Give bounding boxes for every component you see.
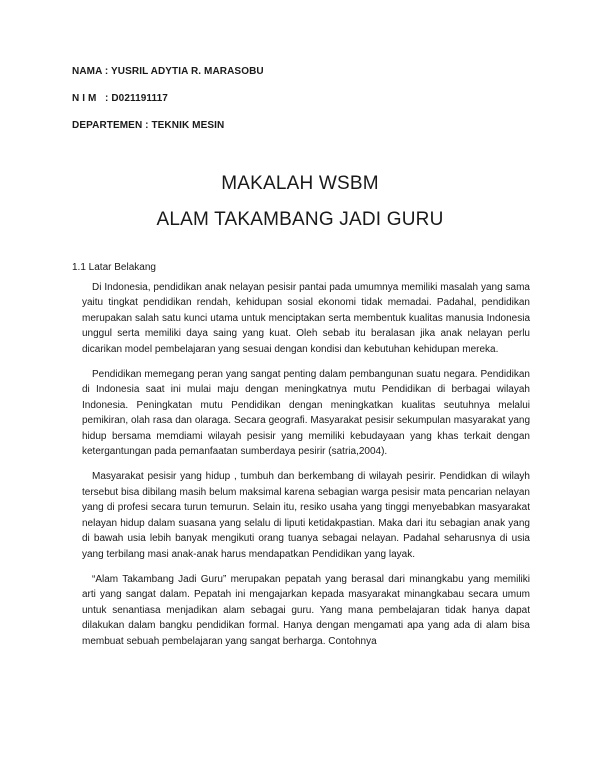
student-department: DEPARTEMEN : TEKNIK MESIN	[72, 120, 225, 131]
student-nim: N I M : D021191117	[72, 93, 168, 104]
paragraph: Masyarakat pesisir yang hidup , tumbuh dan berkembang di wilayah pesirir. Pendidkan di wilayh tersebut bisa dibilang masih belum maksimal karena sebagian warga pesisir mata pencarian nelayan yang di profesi secara turun temurun. Selain itu, resiko usaha yang tinggi menyebabkan masyarakat nelayan hidup dalam suasana yang selalu di liputi ketidakpastian. Maka dari itu sebagian anak yang di bawah usia lebih banyak mengikuti orang tuanya sebagai nelayan. Padahal seharusnya di usia yang terbilang masi anak-anak harus mendapatkan Pendidikan yang layak.	[82, 471, 530, 560]
paragraph: “Alam Takambang Jadi Guru” merupakan pepatah yang berasal dari minangkabu yang memiliki arti yang sangat dalam. Pepatah ini mengajarkan kepada masyarakat minangkabau secara umum untuk senantiasa menjadikan alam sebagai guru. Yang mana pembelajaran tidak hanya dapat dilakukan dalam bangku pendidikan formal. Hanya dengan mengamati apa yang ada di alam bisa membuat sebuah pembelajaran yang sangat berharga. Contohnya	[82, 573, 530, 647]
student-info	[72, 66, 264, 147]
title-line-2: ALAM TAKAMBANG JADI GURU	[156, 209, 444, 230]
student-name: NAMA : YUSRIL ADYTIA R. MARASOBU	[72, 66, 264, 77]
body-text	[82, 280, 530, 659]
title-line-1: MAKALAH WSBM	[221, 173, 379, 194]
paragraph: Pendidikan memegang peran yang sangat penting dalam pembangunan suatu negara. Pendidikan di Indonesia saat ini mulai maju dengan meningkatnya mutu Pendidikan di berbagai wilayah Indonesia. Peningkatan mutu Pendidikan dengan meningkatkan kualitas seutuhnya melalui pemikiran, olah rasa dan olaraga. Secara geografi. Masyarakat pesisir sekumpulan masyarakat yang hidup bersama memdiami wilayah pesisir yang memiliki kebudayaan yang khas terkait dengan ketergantungan pada pemanfaatan sumberdaya pesirir (satria,2004).	[82, 369, 530, 458]
document-title	[0, 166, 600, 238]
section-heading: 1.1 Latar Belakang	[72, 262, 156, 273]
paragraph: Di Indonesia, pendidikan anak nelayan pesisir pantai pada umumnya memiliki masalah yang sama yaitu tingkat pendidikan rendah, kehidupan sosial ekonomi tidak memadai. Padahal, pendidikan merupakan salah satu kunci utama untuk menciptakan serta membentuk kualitas manusia Indonesia unggul serta memiliki daya saing yang kuat. Oleh sebab itu beralasan jika anak nelayan perlu dicarikan model pembelajaran yang sesuai dengan kondisi dan kebutuhan kehidupan mereka.	[82, 282, 530, 355]
